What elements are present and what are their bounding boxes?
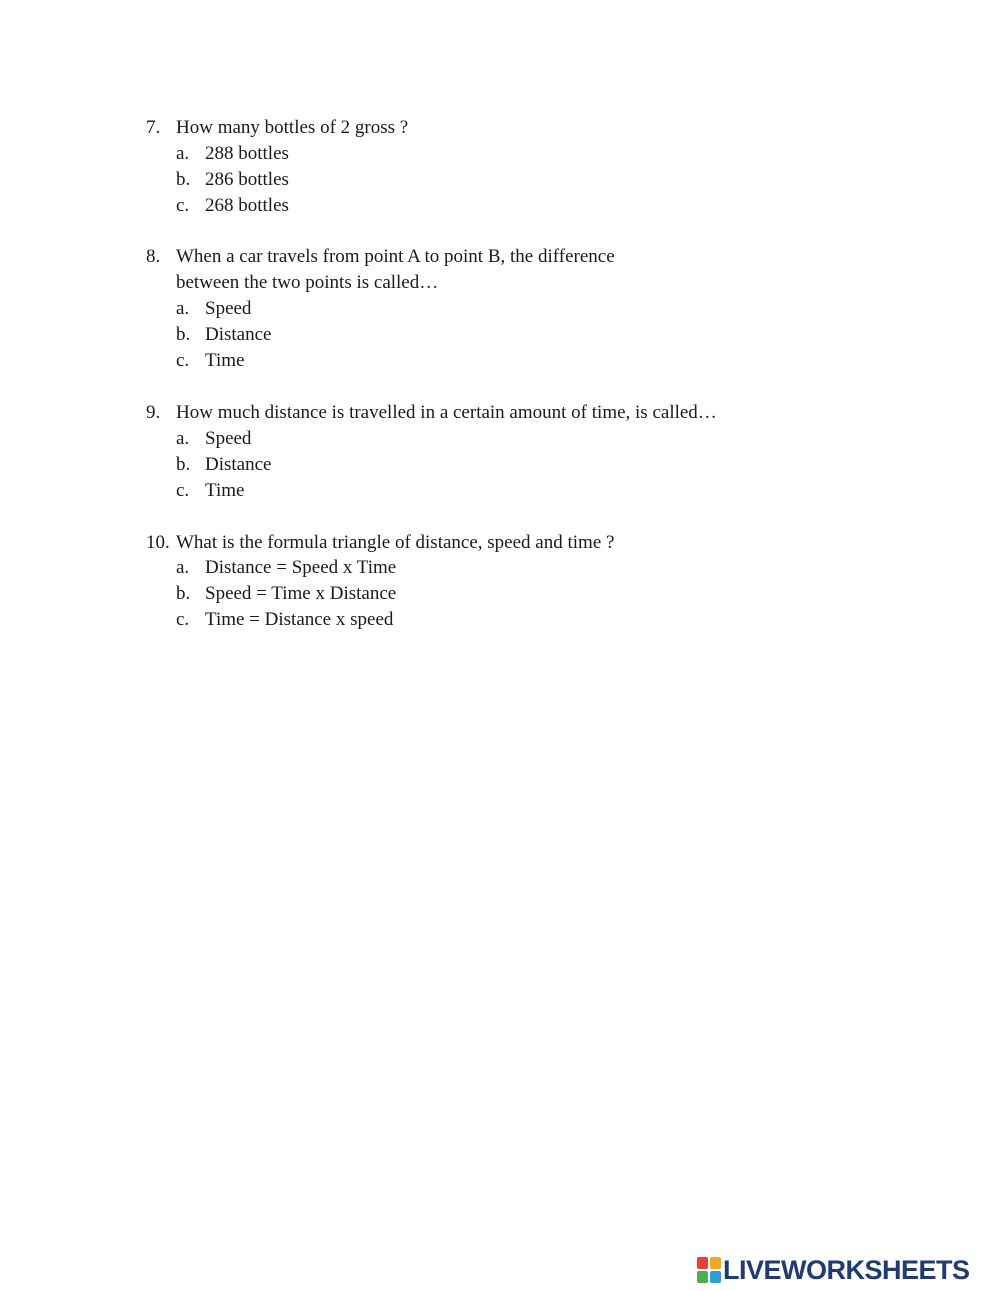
option-text: Distance = Speed x Time xyxy=(205,557,397,578)
brand-name: LIVEWORKSHEETS xyxy=(723,1255,970,1285)
option-text: Time xyxy=(205,350,245,371)
option-text: Speed xyxy=(205,298,252,319)
option-text: Distance xyxy=(205,324,272,345)
option-letter: a. xyxy=(176,143,190,164)
option-text: 286 bottles xyxy=(205,169,289,190)
question-number: 7. xyxy=(146,117,161,138)
option-letter: b. xyxy=(176,324,191,345)
option-text: Speed xyxy=(205,428,252,449)
question-text-continued: between the two points is called… xyxy=(176,272,439,293)
option-letter: a. xyxy=(176,298,190,319)
option-text: Time = Distance x speed xyxy=(205,609,394,630)
option-letter: a. xyxy=(176,557,190,578)
option-letter: c. xyxy=(176,195,190,216)
option-letter: b. xyxy=(176,169,191,190)
option-text: 288 bottles xyxy=(205,143,289,164)
question-number: 10. xyxy=(146,532,170,553)
question-number: 8. xyxy=(146,246,161,267)
option-letter: c. xyxy=(176,480,190,501)
option-letter: a. xyxy=(176,428,190,449)
question-number: 9. xyxy=(146,402,161,423)
option-letter: b. xyxy=(176,583,191,604)
option-letter: c. xyxy=(176,609,190,630)
question-text: When a car travels from point A to point B, the difference xyxy=(176,246,615,267)
question-text: How much distance is travelled in a certain amount of time, is called… xyxy=(176,402,717,423)
option-text: Distance xyxy=(205,454,272,475)
question-text: What is the formula triangle of distance, speed and time ? xyxy=(176,532,615,553)
option-letter: c. xyxy=(176,350,190,371)
option-text: Time xyxy=(205,480,245,501)
liveworksheets-logo xyxy=(697,1255,970,1285)
question-text: How many bottles of 2 gross ? xyxy=(176,117,409,138)
option-letter: b. xyxy=(176,454,191,475)
option-text: Speed = Time x Distance xyxy=(205,583,397,604)
option-text: 268 bottles xyxy=(205,195,289,216)
liveworksheets-logo-icon xyxy=(697,1257,721,1283)
